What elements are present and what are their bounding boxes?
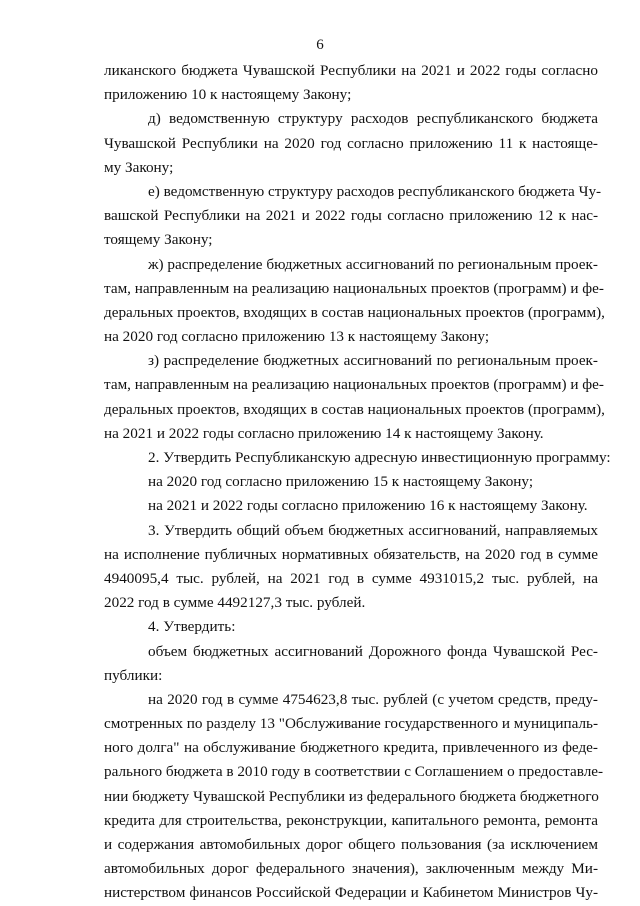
text-line: деральных проектов, входящих в состав национальных проектов (программ),	[104, 303, 605, 321]
text-line: ного долга" на обслуживание бюджетного кредита, привлеченного из феде-	[104, 739, 598, 757]
text-line: д) ведомственную структуру расходов республиканского бюджета	[148, 110, 598, 128]
text-line: там, направленным на реализацию национальных проектов (программ) и фе-	[104, 376, 604, 394]
text-line: рального бюджета в 2010 году в соответствии с Соглашением о предоставле-	[104, 763, 604, 781]
text-line: на 2020 год в сумме 4754623,8 тыс. рублей (с учетом средств, преду-	[148, 690, 598, 708]
text-line: му Закону;	[104, 158, 174, 176]
text-line: приложению 10 к настоящему Закону;	[104, 86, 352, 104]
text-line: на 2020 год согласно приложению 13 к настоящему Закону;	[104, 328, 490, 346]
text-line: автомобильных дорог федерального значения), заключенным между Ми-	[104, 860, 598, 878]
text-line: е) ведомственную структуру расходов республиканского бюджета Чу-	[148, 182, 602, 200]
text-line: ж) распределение бюджетных ассигнований по региональным проек-	[148, 255, 598, 273]
text-line: на 2020 год согласно приложению 15 к настоящему Закону;	[148, 473, 534, 491]
text-line: ликанского бюджета Чувашской Республики на 2021 и 2022 годы согласно	[104, 62, 598, 79]
text-line: нии бюджету Чувашской Республики из федерального бюджета бюджетного	[104, 787, 599, 805]
text-line: и содержания автомобильных дорог общего пользования (за исключением	[104, 836, 598, 853]
text-line: 3. Утвердить общий объем бюджетных ассигнований, направляемых	[148, 521, 598, 539]
text-line: смотренных по разделу 13 "Обслуживание государственного и муниципаль-	[104, 715, 599, 733]
text-line: объем бюджетных ассигнований Дорожного фонда Чувашской Рес-	[148, 642, 598, 660]
text-line: тоящему Закону;	[104, 231, 213, 249]
page-number: 6	[316, 37, 324, 53]
text-line: вашской Республики на 2021 и 2022 годы согласно приложению 12 к нас-	[104, 207, 598, 225]
text-line: кредита для строительства, реконструкции, капитального ремонта, ремонта	[104, 811, 598, 829]
text-line: там, направленным на реализацию национальных проектов (программ) и фе-	[104, 279, 604, 297]
text-line: 4. Утвердить:	[148, 618, 236, 636]
text-line: 4940095,4 тыс. рублей, на 2021 год в сумме 4931015,2 тыс. рублей, на	[104, 569, 598, 587]
text-line: на исполнение публичных нормативных обязательств, на 2020 год в сумме	[104, 545, 598, 563]
text-line: 2022 год в сумме 4492127,3 тыс. рублей.	[104, 594, 366, 612]
text-line: з) распределение бюджетных ассигнований по региональным проек-	[148, 352, 598, 370]
text-line: на 2021 и 2022 годы согласно приложению 14 к настоящему Закону.	[104, 424, 544, 442]
text-line: на 2021 и 2022 годы согласно приложению 16 к настоящему Закону.	[148, 497, 588, 515]
text-line: 2. Утвердить Республиканскую адресную инвестиционную программу:	[148, 449, 611, 466]
text-line: Чувашской Республики на 2020 год согласно приложению 11 к настояще-	[104, 134, 598, 152]
text-line: публики:	[104, 666, 163, 684]
text-line: деральных проектов, входящих в состав национальных проектов (программ),	[104, 400, 605, 418]
document-body	[104, 59, 611, 906]
text-line: нистерством финансов Российской Федерации и Кабинетом Министров Чу-	[104, 884, 598, 902]
